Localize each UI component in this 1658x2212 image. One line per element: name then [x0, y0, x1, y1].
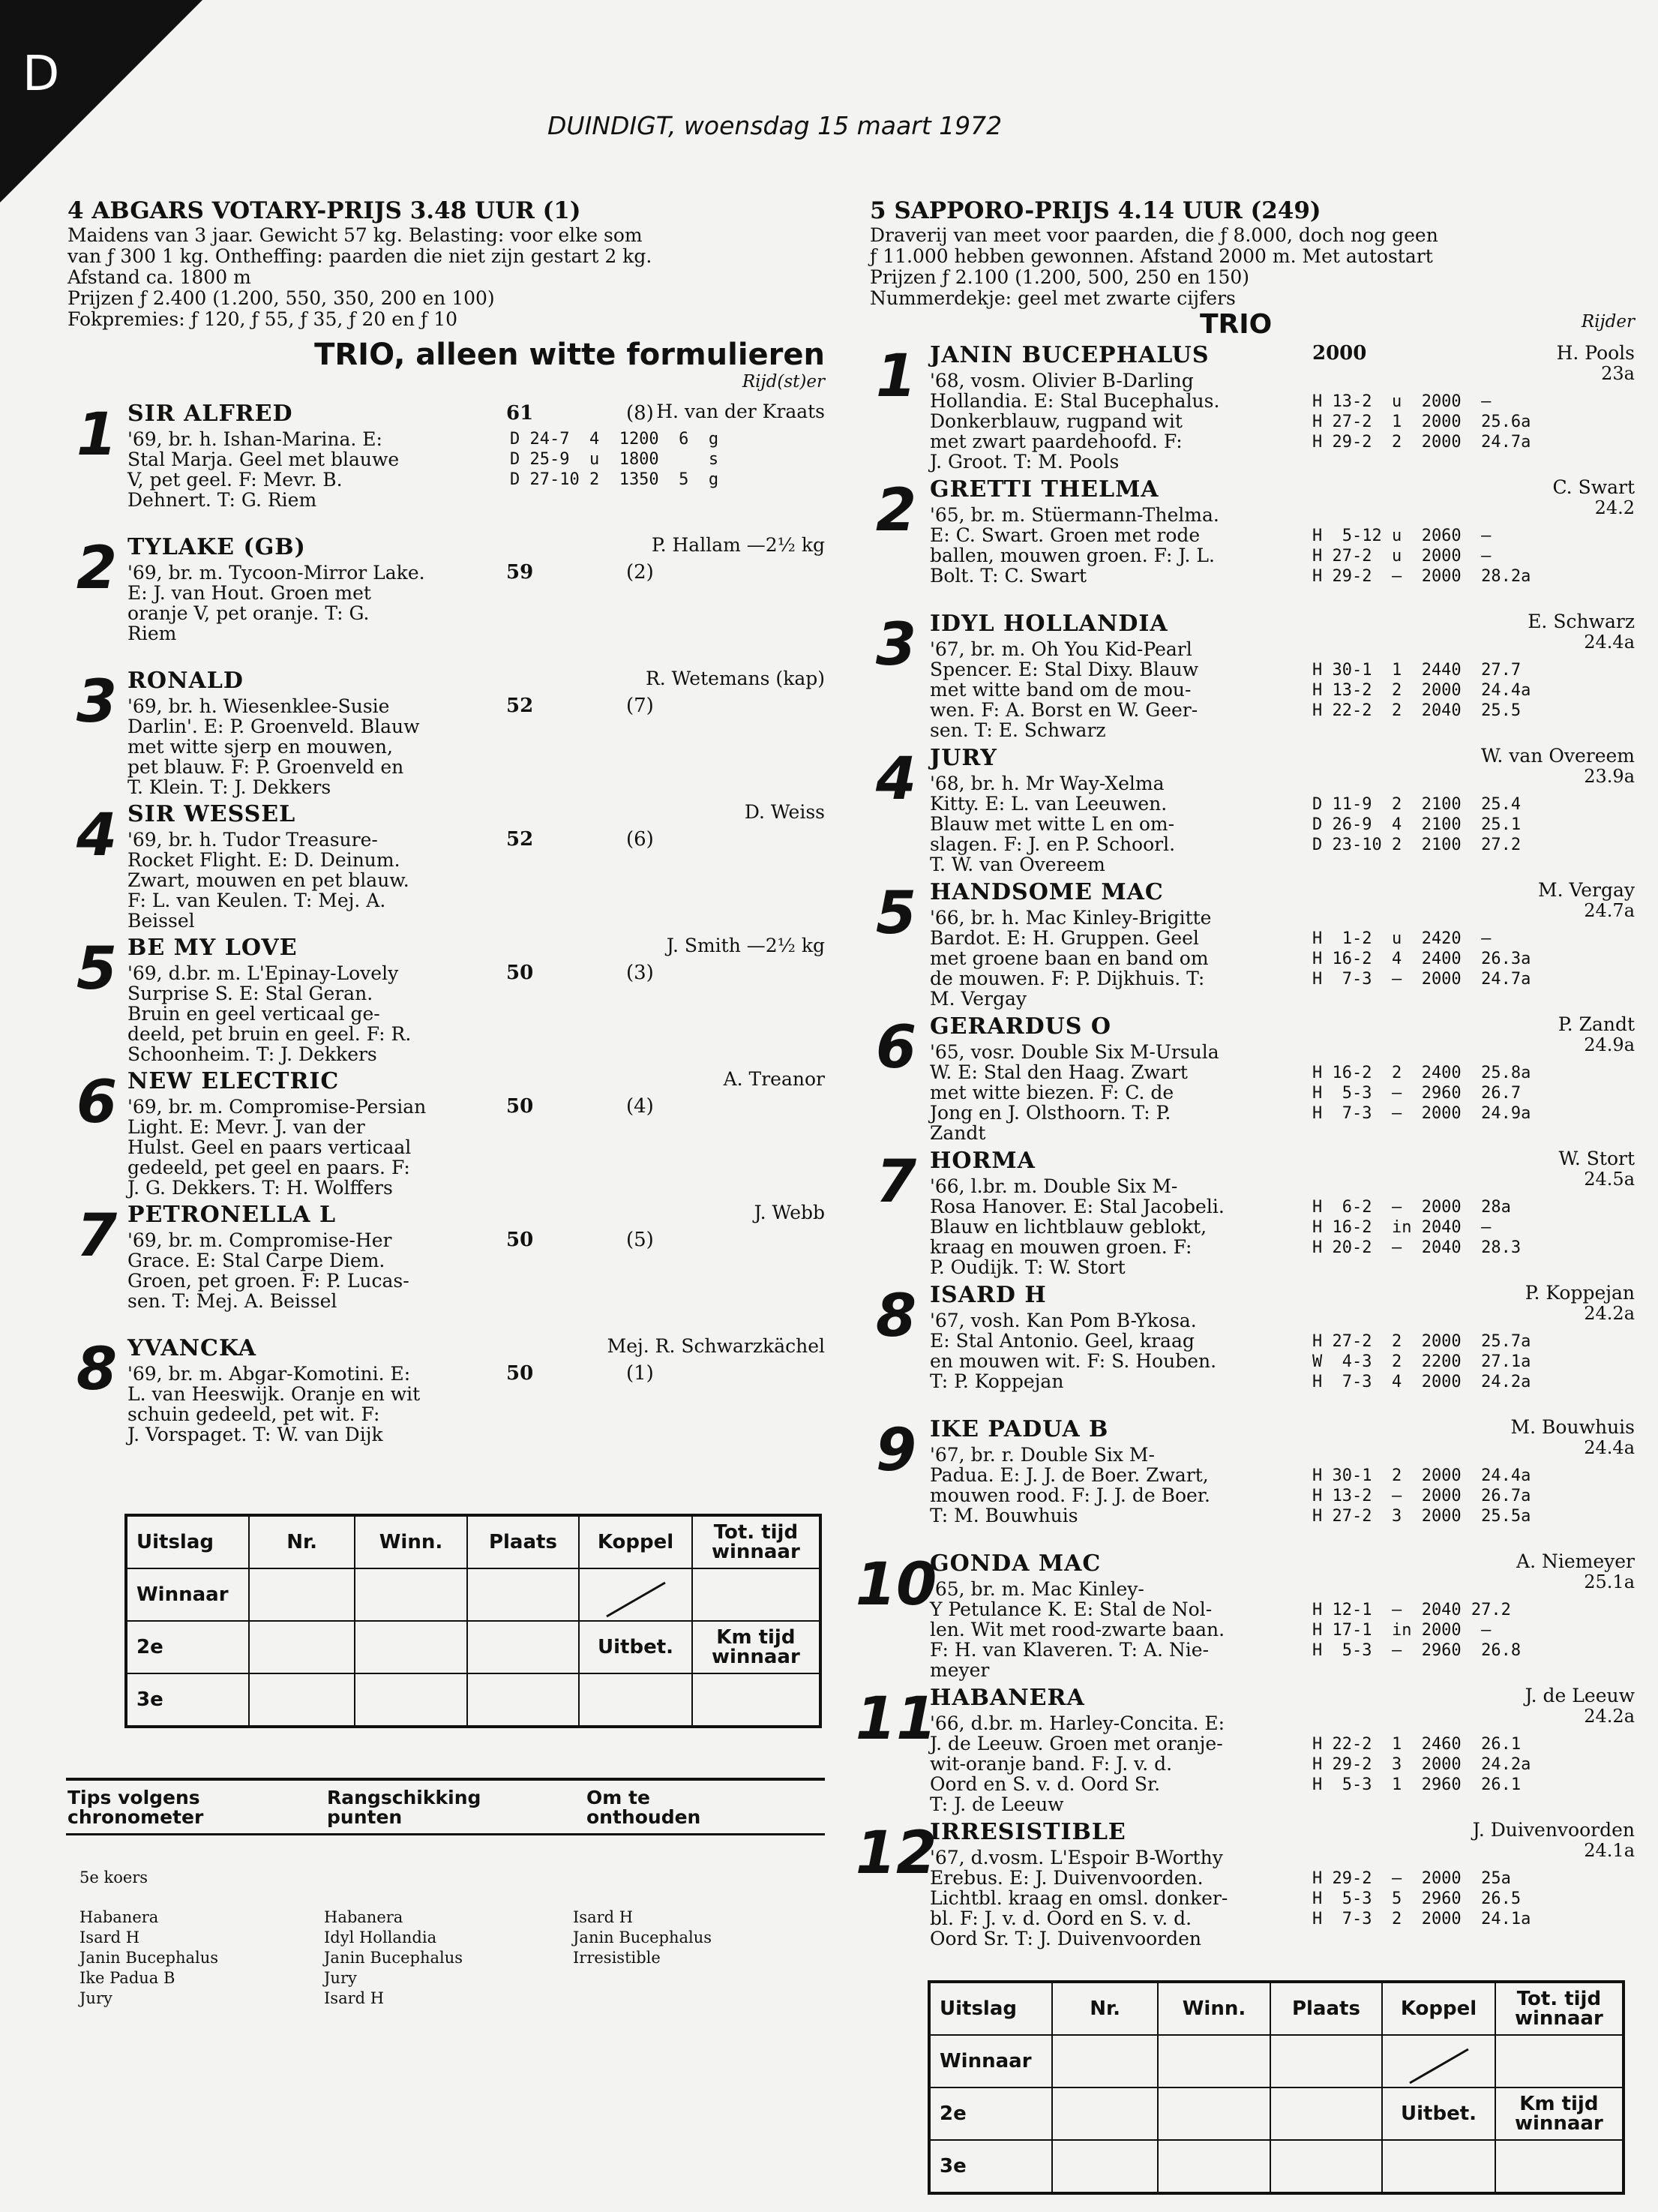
start-number: 1	[875, 343, 917, 410]
result-table	[928, 1980, 1625, 2195]
run-line: H 29-2 — 2000 25a	[1312, 1869, 1511, 1888]
run-line: H 13-2 — 2000 26.7a	[1312, 1487, 1531, 1505]
carried-weight: 50	[506, 1095, 534, 1118]
horse-name: NEW ELECTRIC	[127, 1068, 340, 1094]
recent-runs	[1312, 392, 1531, 452]
recent-runs	[1312, 794, 1521, 855]
start-number: 7	[875, 1148, 917, 1216]
run-line: D 25-9 u 1800 s	[510, 450, 719, 469]
start-number: 8	[875, 1283, 917, 1350]
tip-item: Idyl Hollandia	[324, 1928, 437, 1946]
recent-runs	[1312, 1063, 1531, 1124]
rating: 24.1a	[1584, 1840, 1635, 1861]
result-table	[124, 1514, 822, 1728]
tips-koers: 5e koers	[79, 1868, 148, 1886]
start-number: 10	[855, 1551, 937, 1619]
horse-entry	[870, 476, 1635, 611]
horse-description: '65, vosr. Double Six M-Ursula W. E: Stal den Haag. Zwart met witte biezen. F: C. de Jong en J. Olsthoorn. T: P. Zandt	[930, 1041, 1219, 1144]
tip-item: Isard H	[79, 1928, 140, 1946]
run-line: H 5-3 1 2960 26.1	[1312, 1775, 1522, 1794]
race-4-column	[67, 197, 825, 1469]
start-number: 4	[875, 746, 917, 813]
table-header: Plaats	[1270, 1982, 1383, 2035]
table-cell	[579, 1568, 691, 1621]
rider-name: D. Weiss	[744, 801, 825, 823]
horse-description: '69, br. h. Ishan-Marina. E: Stal Marja. Geel met blauwe V, pet geel. F: Mevr. B. Dehnert. T: G. Riem	[127, 428, 400, 511]
recent-runs	[1312, 1734, 1531, 1795]
tip-item: Janin Bucephalus	[79, 1949, 219, 1967]
horse-name: IRRESISTIBLE	[930, 1819, 1126, 1845]
horse-name: BE MY LOVE	[127, 935, 298, 961]
horse-description: '67, br. m. Oh You Kid-Pearl Spencer. E: Stal Dixy. Blauw met witte band om de mou- wen. F: A. Borst en W. Geer- sen. T: E. Schwarz	[930, 638, 1199, 741]
draw-position: (4)	[626, 1095, 654, 1118]
horse-name: IKE PADUA B	[930, 1416, 1109, 1442]
run-line: H 27-2 1 2000 25.6a	[1312, 413, 1531, 431]
recent-runs	[1312, 1331, 1531, 1392]
run-line: H 22-2 2 2040 25.5	[1312, 701, 1522, 720]
start-number: 5	[875, 880, 917, 947]
table-cell	[1270, 2140, 1383, 2193]
row-label: 3e	[126, 1673, 249, 1727]
tip-item: Habanera	[79, 1908, 159, 1926]
rating: 24.9a	[1584, 1034, 1635, 1055]
table-cell	[467, 1568, 580, 1621]
carried-weight: 50	[506, 1362, 534, 1385]
run-line: H 16-2 2 2400 25.8a	[1312, 1064, 1531, 1082]
run-line: D 24-7 4 1200 6 g	[510, 430, 719, 449]
section-letter: D	[22, 47, 60, 102]
horse-name: SIR ALFRED	[127, 401, 293, 427]
horse-entry	[67, 801, 825, 935]
horse-name: JURY	[930, 745, 997, 771]
rider-name: P. Zandt	[1558, 1013, 1635, 1035]
run-line: H 5-3 — 2960 26.7	[1312, 1084, 1522, 1103]
rider-name: E. Schwarz	[1528, 611, 1635, 632]
recent-runs	[1312, 929, 1531, 989]
table-cell: Km tijd winnaar	[1495, 2087, 1624, 2140]
recent-runs	[1312, 1197, 1521, 1258]
table-header: Plaats	[467, 1515, 580, 1568]
table-cell	[467, 1673, 580, 1727]
rider-name: H. van der Kraats	[656, 401, 825, 422]
horse-description: '67, d.vosm. L'Espoir B-Worthy Erebus. E: J. Duivenvoorden. Lichtbl. kraag en omsl. donker- bl. F: J. v. d. Oord en S. v. d. Oord Sr. T: J. Duivenvoorden	[930, 1847, 1228, 1949]
table-cell	[1052, 2140, 1158, 2193]
table-cell	[579, 1673, 691, 1727]
horse-entry	[67, 534, 825, 668]
horse-entry	[870, 611, 1635, 745]
recent-runs	[1312, 1600, 1521, 1661]
horse-name: RONALD	[127, 668, 244, 694]
tips-onthouden-list	[573, 1907, 712, 1968]
race-title: 4 ABGARS VOTARY-PRIJS 3.48 UUR (1)	[67, 197, 581, 224]
tip-item: Irresistible	[573, 1949, 661, 1967]
horse-entry	[870, 1148, 1635, 1282]
draw-position: (1)	[626, 1362, 654, 1385]
tip-item: Isard H	[324, 1989, 385, 2007]
horse-description: '69, br. h. Wiesenklee-Susie Darlin'. E: P. Groenveld. Blauw met witte sjerp en mouwen, pet blauw. F: P. Groenveld en T. Klein. T: J. Dekkers	[127, 695, 420, 798]
draw-position: (2)	[626, 561, 654, 584]
tips-header	[66, 1778, 825, 1835]
run-line: H 1-2 u 2420 —	[1312, 929, 1492, 948]
masthead: DUINDIGT, woensdag 15 maart 1972	[547, 111, 1003, 140]
tip-item: Janin Bucephalus	[573, 1928, 712, 1946]
rider-name: J. Duivenvoorden	[1472, 1819, 1635, 1841]
rating: 24.5a	[1584, 1169, 1635, 1190]
table-cell	[1052, 2035, 1158, 2087]
horse-description: '65, br. m. Stüermann-Thelma. E: C. Swart. Groen met rode ballen, mouwen groen. F: J. L. Bolt. T: C. Swart	[930, 504, 1219, 587]
draw-position: (7)	[626, 695, 654, 717]
horse-entry	[855, 1819, 1635, 1953]
run-line: H 5-3 — 2960 26.8	[1312, 1641, 1522, 1660]
run-line: H 29-2 2 2000 24.7a	[1312, 433, 1531, 452]
start-number: 6	[875, 1014, 917, 1082]
tip-item: Janin Bucephalus	[324, 1949, 463, 1967]
tips-header-punten: Rangschikking punten	[327, 1787, 481, 1828]
table-cell: Uitbet.	[1382, 2087, 1495, 2140]
tips-header-chronometer: Tips volgens chronometer	[67, 1787, 204, 1828]
horse-name: GERARDUS O	[930, 1013, 1112, 1040]
draw-position: (6)	[626, 828, 654, 851]
start-number: 3	[875, 611, 917, 679]
run-line: H 7-3 — 2000 24.9a	[1312, 1104, 1531, 1123]
tip-item: Jury	[79, 1989, 112, 2007]
horse-entry	[67, 1068, 825, 1202]
carried-weight: 52	[506, 695, 534, 717]
row-label: Winnaar	[929, 2035, 1052, 2087]
run-line: H 27-2 u 2000 —	[1312, 547, 1492, 566]
rider-name: J. Smith —2½ kg	[666, 935, 825, 956]
start-number: 2	[76, 535, 118, 602]
run-line: D 23-10 2 2100 27.2	[1312, 836, 1522, 854]
horse-entry	[67, 1335, 825, 1469]
rating: 24.2a	[1584, 1303, 1635, 1324]
table-cell	[692, 1673, 820, 1727]
recent-runs	[1312, 526, 1531, 587]
recent-runs	[510, 429, 718, 490]
table-header: Uitslag	[126, 1515, 249, 1568]
horse-description: '66, d.br. m. Harley-Concita. E: J. de Leeuw. Groen met oranje- wit-oranje band. F: J. v. d. Oord en S. v. d. Oord Sr. T: J. de Leeuw	[930, 1712, 1225, 1815]
horse-entry	[67, 935, 825, 1068]
table-header: Winn.	[355, 1515, 466, 1568]
horse-entry	[67, 668, 825, 801]
rating: 24.7a	[1584, 900, 1635, 921]
table-cell	[1158, 2140, 1270, 2193]
horse-description: '69, br. m. Compromise-Her Grace. E: Stal Carpe Diem. Groen, pet groen. F: P. Lucas- sen. T: Mej. A. Beissel	[127, 1229, 409, 1312]
carried-weight: 50	[506, 962, 534, 984]
table-cell	[355, 1568, 466, 1621]
table-header: Koppel	[579, 1515, 691, 1568]
run-line: D 26-9 4 2100 25.1	[1312, 815, 1522, 834]
run-line: H 6-2 — 2000 28a	[1312, 1198, 1511, 1217]
run-line: H 22-2 1 2460 26.1	[1312, 1735, 1522, 1754]
start-number: 5	[76, 935, 118, 1003]
run-line: H 27-2 3 2000 25.5a	[1312, 1507, 1531, 1526]
table-cell	[355, 1621, 466, 1673]
horse-list	[67, 401, 825, 1469]
rating: 24.2a	[1584, 1706, 1635, 1727]
horse-name: ISARD H	[930, 1282, 1047, 1308]
table-cell	[249, 1568, 355, 1621]
horse-list	[855, 342, 1635, 1953]
horse-description: '69, br. h. Tudor Treasure- Rocket Flight. E: D. Deinum. Zwart, mouwen en pet blauw. F: L. van Keulen. T: Mej. A. Beissel	[127, 829, 409, 932]
start-number: 3	[76, 668, 118, 736]
table-header: Nr.	[249, 1515, 355, 1568]
horse-name: GONDA MAC	[930, 1550, 1102, 1577]
rider-name: W. van Overeem	[1481, 745, 1635, 767]
horse-description: '69, br. m. Compromise-Persian Light. E: Mevr. J. van der Hulst. Geel en paars verticaal gedeeld, pet geel en paars. F: J. G. Dekkers. T: H. Wolffers	[127, 1096, 427, 1199]
table-cell	[1382, 2140, 1495, 2193]
horse-description: '65, br. m. Mac Kinley- Y Petulance K. E: Stal de Nol- len. Wit met rood-zwarte baan. F: H. van Klaveren. T: A. Nie- meyer	[930, 1578, 1225, 1681]
run-line: D 11-9 2 2100 25.4	[1312, 795, 1522, 814]
table-cell: Km tijd winnaar	[692, 1621, 820, 1673]
table-cell	[1495, 2140, 1624, 2193]
horse-name: SIR WESSEL	[127, 801, 296, 827]
table-header: Tot. tijd winnaar	[1495, 1982, 1624, 2035]
horse-name: IDYL HOLLANDIA	[930, 611, 1168, 637]
run-line: H 13-2 u 2000 —	[1312, 392, 1492, 411]
horse-entry	[870, 342, 1635, 476]
carried-weight: 50	[506, 1229, 534, 1251]
run-line: H 13-2 2 2000 24.4a	[1312, 681, 1531, 700]
rider-caption: Rijd(st)er	[742, 372, 825, 392]
rider-name: R. Wetemans (kap)	[645, 668, 825, 689]
row-label: 2e	[126, 1621, 249, 1673]
rider-name: M. Bouwhuis	[1510, 1416, 1635, 1438]
horse-entry	[870, 745, 1635, 879]
horse-description: '69, d.br. m. L'Epinay-Lovely Surprise S. E: Stal Geran. Bruin en geel verticaal ge- deeld, pet bruin en geel. F: R. Schoonheim. T: J. Dekkers	[127, 962, 412, 1065]
horse-description: '66, br. h. Mac Kinley-Brigitte Bardot. E: H. Gruppen. Geel met groene baan en band om de mouwen. F: P. Dijkhuis. T: M. Vergay	[930, 907, 1212, 1010]
run-line: H 17-1 in 2000 —	[1312, 1621, 1492, 1640]
distance: 2000	[1312, 342, 1367, 365]
run-line: H 5-12 u 2060 —	[1312, 527, 1492, 545]
horse-name: TYLAKE (GB)	[127, 534, 306, 560]
table-cell: Uitbet.	[579, 1621, 691, 1673]
tips-header-onthouden: Om te onthouden	[586, 1787, 701, 1828]
horse-entry	[870, 1282, 1635, 1416]
row-label: Winnaar	[126, 1568, 249, 1621]
draw-position: (8)	[626, 402, 654, 425]
table-cell	[355, 1673, 466, 1727]
draw-position: (3)	[626, 962, 654, 984]
run-line: H 30-1 1 2440 27.7	[1312, 661, 1522, 680]
run-line: H 7-3 2 2000 24.1a	[1312, 1910, 1531, 1928]
run-line: H 16-2 in 2040 —	[1312, 1218, 1492, 1237]
horse-description: '69, br. m. Abgar-Komotini. E: L. van Heeswijk. Oranje en wit schuin gedeeld, pet wit. F: J. Vorspaget. T: W. van Dijk	[127, 1363, 421, 1445]
run-line: H 20-2 — 2040 28.3	[1312, 1238, 1522, 1257]
draw-position: (5)	[626, 1229, 654, 1251]
tip-item: Habanera	[324, 1908, 403, 1926]
start-number: 7	[76, 1202, 118, 1270]
run-line: H 12-1 — 2040 27.2	[1312, 1601, 1511, 1619]
table-header: Winn.	[1158, 1982, 1270, 2035]
horse-entry	[67, 401, 825, 534]
start-number: 12	[855, 1820, 937, 1887]
rider-name: J. de Leeuw	[1525, 1685, 1635, 1706]
race-conditions: Draverij van meet voor paarden, die ƒ 8.000, doch nog geen ƒ 11.000 hebben gewonnen. Afstand 2000 m. Met autostart Prijzen ƒ 2.100 (1.200, 500, 250 en 150) Nummerdekje: geel met zwarte cijfers	[870, 224, 1438, 309]
start-number: 8	[76, 1336, 118, 1403]
recent-runs	[1312, 1466, 1531, 1526]
horse-description: '66, l.br. m. Double Six M- Rosa Hanover. E: Stal Jacobeli. Blauw en lichtblauw geblokt, kraag en mouwen groen. F: P. Oudijk. T: W. Stort	[930, 1175, 1225, 1278]
recent-runs	[1312, 660, 1531, 721]
table-cell	[1158, 2035, 1270, 2087]
horse-description: '69, br. m. Tycoon-Mirror Lake. E: J. van Hout. Groen met oranje V, pet oranje. T: G. Riem	[127, 562, 425, 644]
rating: 25.1a	[1584, 1571, 1635, 1592]
rider-name: P. Koppejan	[1525, 1282, 1635, 1304]
horse-description: '68, br. h. Mr Way-Xelma Kitty. E: L. van Leeuwen. Blauw met witte L en om- slagen. F: J. en P. Schoorl. T. W. van Overeem	[930, 773, 1176, 875]
horse-entry	[870, 1416, 1635, 1550]
table-cell	[1158, 2087, 1270, 2140]
carried-weight: 61	[506, 402, 534, 425]
rider-name: H. Pools	[1556, 342, 1635, 364]
horse-entry	[855, 1685, 1635, 1819]
table-cell	[1270, 2035, 1383, 2087]
horse-entry	[855, 1550, 1635, 1685]
table-header: Nr.	[1052, 1982, 1158, 2035]
tip-item: Jury	[324, 1969, 357, 1987]
horse-name: HORMA	[930, 1148, 1036, 1174]
race-5-column	[855, 197, 1635, 1953]
horse-name: HANDSOME MAC	[930, 879, 1164, 905]
horse-name: JANIN BUCEPHALUS	[930, 342, 1210, 368]
start-number: 9	[875, 1417, 917, 1484]
trio-banner: TRIO	[1200, 309, 1273, 340]
rider-name: Mej. R. Schwarzkächel	[607, 1335, 825, 1357]
rider-caption: Rijder	[1581, 312, 1635, 332]
rider-name: P. Hallam —2½ kg	[651, 534, 825, 556]
horse-description: '67, vosh. Kan Pom B-Ykosa. E: Stal Antonio. Geel, kraag en mouwen wit. F: S. Houben. T: P. Koppejan	[930, 1310, 1217, 1392]
table-cell	[1270, 2087, 1383, 2140]
strike-mark	[1409, 2048, 1468, 2084]
table-cell	[1382, 2035, 1495, 2087]
start-number: 4	[76, 802, 118, 869]
horse-entry	[870, 879, 1635, 1013]
start-number: 1	[76, 401, 118, 469]
tips-chronometer-list	[79, 1907, 218, 2009]
race-conditions: Maidens van 3 jaar. Gewicht 57 kg. Belasting: voor elke som van ƒ 300 1 kg. Ontheffing: paarden die niet zijn gestart 2 kg. Afstand ca. 1800 m Prijzen ƒ 2.400 (1.200, 550, 350, 200 en 100) Fokpremies: ƒ 120, ƒ 55, ƒ 35, ƒ 20 en ƒ 10	[67, 224, 652, 330]
horse-entry	[870, 1013, 1635, 1148]
run-line: H 29-2 3 2000 24.2a	[1312, 1755, 1531, 1774]
run-line: H 7-3 4 2000 24.2a	[1312, 1373, 1531, 1391]
table-cell	[249, 1673, 355, 1727]
tips-punten-list	[324, 1907, 463, 2009]
rider-name: A. Niemeyer	[1516, 1550, 1635, 1572]
rating: 23.9a	[1584, 766, 1635, 787]
run-line: H 30-1 2 2000 24.4a	[1312, 1466, 1531, 1485]
horse-description: '67, br. r. Double Six M- Padua. E: J. J. de Boer. Zwart, mouwen rood. F: J. J. de Boer. T: M. Bouwhuis	[930, 1444, 1210, 1526]
horse-name: GRETTI THELMA	[930, 476, 1159, 503]
rating: 24.4a	[1584, 1437, 1635, 1458]
horse-entry	[67, 1202, 825, 1335]
horse-description: '68, vosm. Olivier B-Darling Hollandia. E: Stal Bucephalus. Donkerblauw, rugpand wit met zwart paardehoofd. F: J. Groot. T: M. Pools	[930, 370, 1220, 473]
table-header: Tot. tijd winnaar	[692, 1515, 820, 1568]
run-line: H 7-3 — 2000 24.7a	[1312, 970, 1531, 989]
horse-name: HABANERA	[930, 1685, 1085, 1711]
table-cell	[692, 1568, 820, 1621]
rider-name: J. Webb	[754, 1202, 825, 1223]
table-header: Koppel	[1382, 1982, 1495, 2035]
race-title: 5 SAPPORO-PRIJS 4.14 UUR (249)	[870, 197, 1321, 224]
rider-name: M. Vergay	[1537, 879, 1635, 901]
table-cell	[249, 1621, 355, 1673]
start-number: 11	[855, 1685, 937, 1753]
run-line: D 27-10 2 1350 5 g	[510, 470, 719, 489]
tip-item: Isard H	[573, 1908, 634, 1926]
table-header: Uitslag	[929, 1982, 1052, 2035]
rider-name: A. Treanor	[723, 1068, 825, 1090]
rating: 24.4a	[1584, 632, 1635, 653]
rating: 24.2	[1594, 497, 1635, 518]
horse-name: PETRONELLA L	[127, 1202, 337, 1228]
table-cell	[1052, 2087, 1158, 2140]
start-number: 6	[76, 1069, 118, 1136]
run-line: H 27-2 2 2000 25.7a	[1312, 1332, 1531, 1351]
rider-name: C. Swart	[1552, 476, 1635, 498]
start-number: 2	[875, 477, 917, 545]
row-label: 3e	[929, 2140, 1052, 2193]
rating: 23a	[1601, 363, 1635, 384]
rider-name: W. Stort	[1558, 1148, 1635, 1169]
table-cell	[1495, 2035, 1624, 2087]
run-line: H 16-2 4 2400 26.3a	[1312, 950, 1531, 968]
table-cell	[467, 1621, 580, 1673]
carried-weight: 52	[506, 828, 534, 851]
row-label: 2e	[929, 2087, 1052, 2140]
tip-item: Ike Padua B	[79, 1969, 175, 1987]
strike-mark	[606, 1582, 665, 1618]
run-line: W 4-3 2 2200 27.1a	[1312, 1352, 1531, 1371]
trio-banner: TRIO, alleen witte formulieren	[314, 338, 825, 372]
run-line: H 5-3 5 2960 26.5	[1312, 1889, 1522, 1908]
horse-name: YVANCKA	[127, 1335, 257, 1361]
carried-weight: 59	[506, 561, 534, 584]
run-line: H 29-2 — 2000 28.2a	[1312, 567, 1531, 586]
recent-runs	[1312, 1868, 1531, 1929]
